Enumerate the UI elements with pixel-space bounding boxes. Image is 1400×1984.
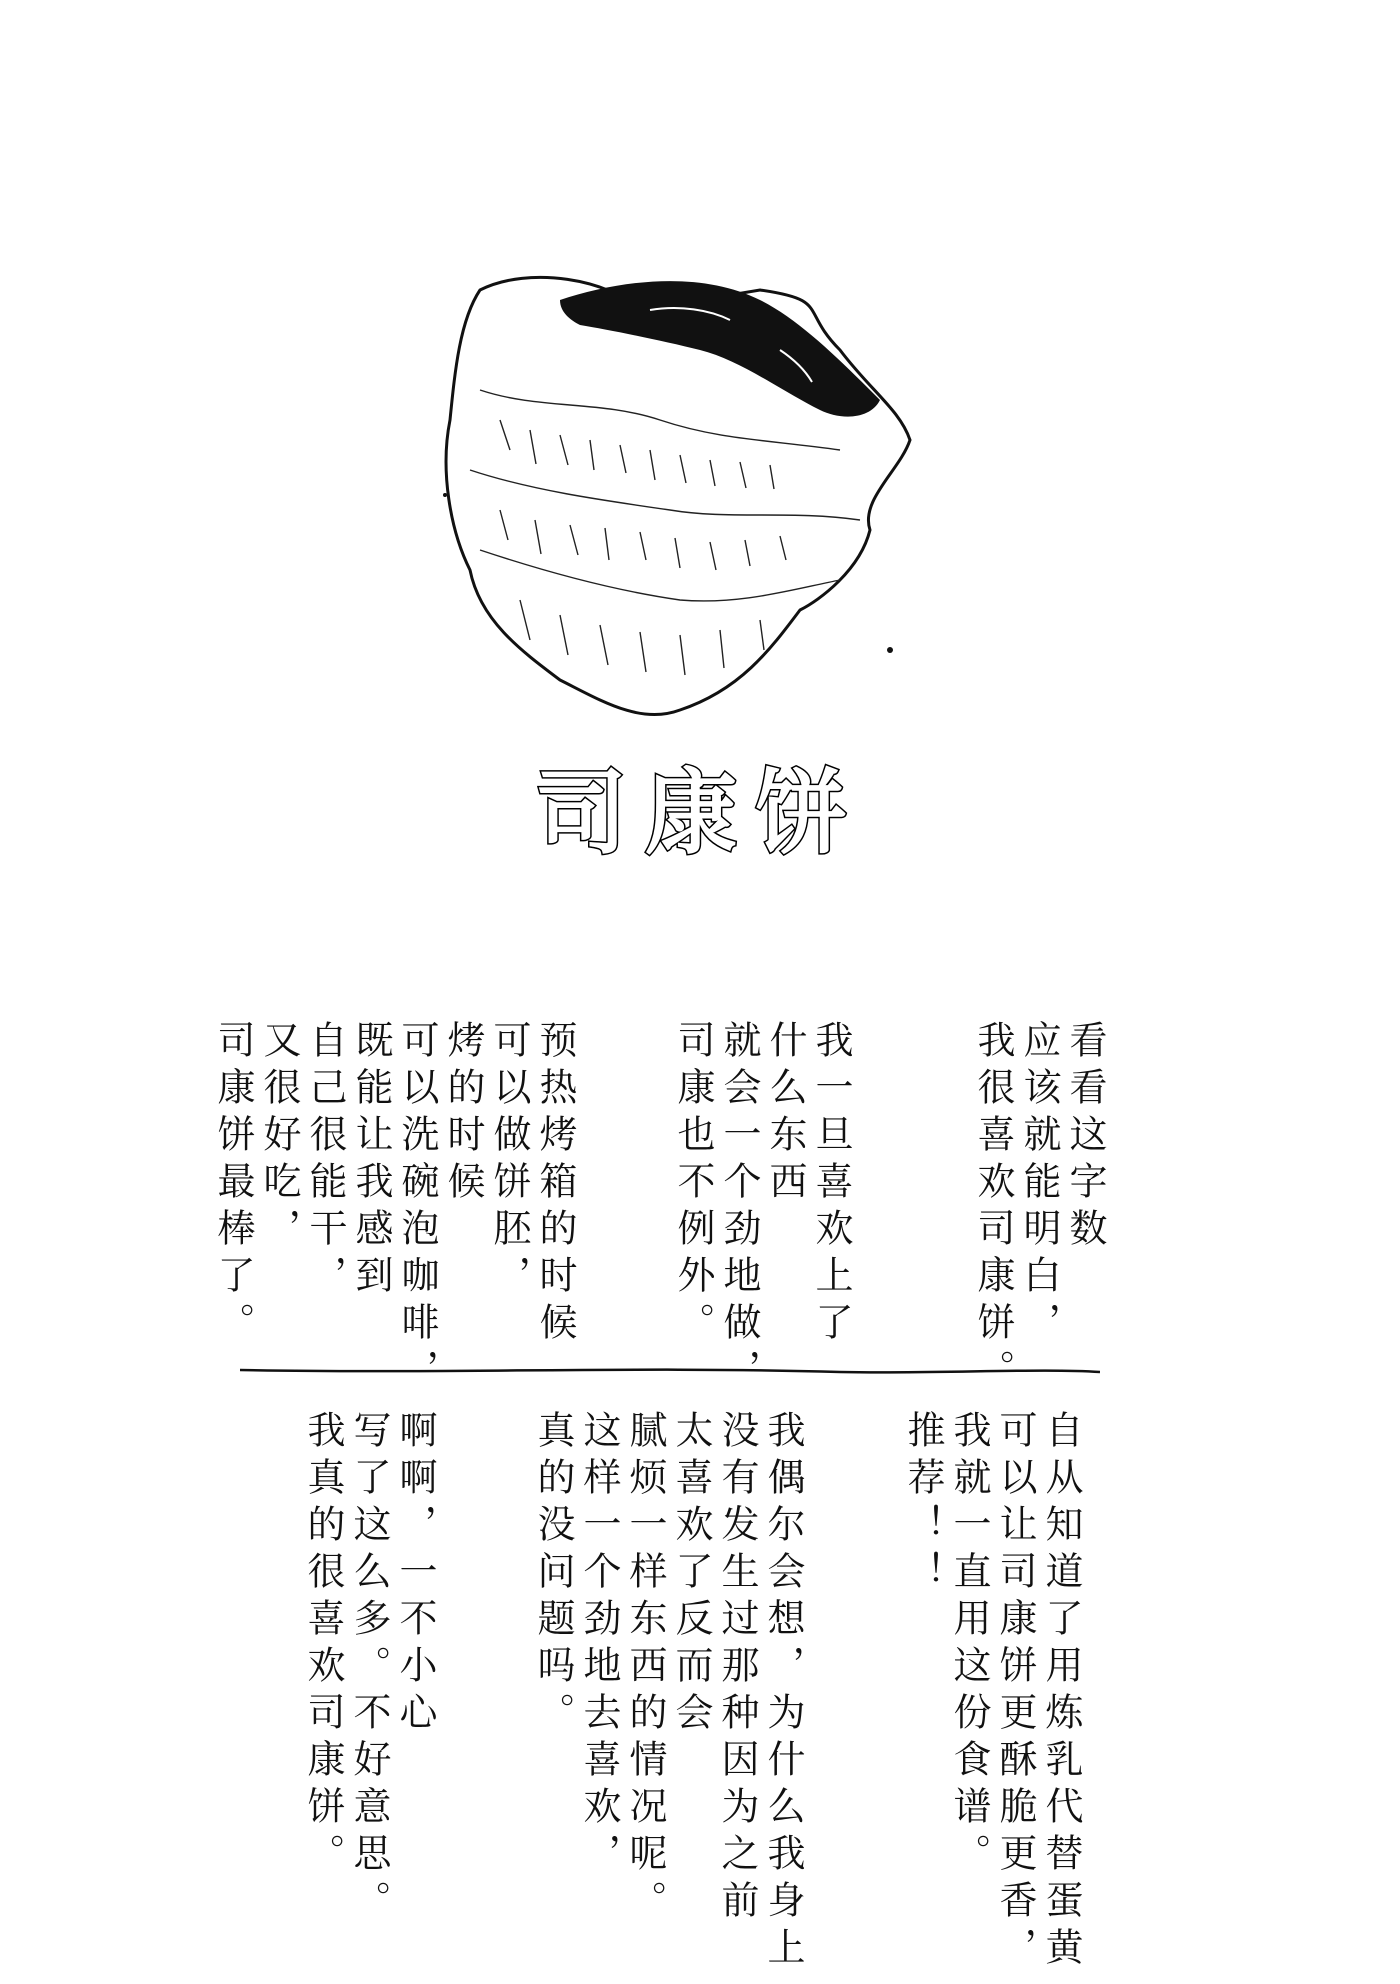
paragraph-bottom-1: 自从知道了用炼乳代替蛋黄 可以让司康饼更酥脆更香， 我就一直用这份食谱。 推荐！！ xyxy=(901,1410,1083,1974)
paragraph-top-3: 预热烤箱的时候 可以做饼胚， 烤的时候 可以洗碗泡咖啡， 既能让我感到 自己很能干， 又很好吃， 司康饼最棒了。 xyxy=(211,1020,577,1396)
paragraph-top-2: 我一旦喜欢上了 什么东西 就会一个劲地做， 司康也不例外。 xyxy=(671,1020,853,1396)
paragraph-bottom-3: 啊啊，一不小心 写了这么多。不好意思。 我真的很喜欢司康饼。 xyxy=(301,1410,437,1927)
section-divider xyxy=(240,1360,1100,1384)
scone-illustration xyxy=(440,270,1020,730)
page-title: 司康饼 xyxy=(534,760,865,867)
paragraph-bottom-2: 我偶尔会想，为什么我身上 没有发生过那种因为之前 太喜欢了反而会 腻烦一样东西的情况呢。 这样一个劲地去喜欢， 真的没问题吗。 xyxy=(531,1410,805,1974)
paragraph-top-1: 看看这字数 应该就能明白， 我很喜欢司康饼。 xyxy=(971,1020,1107,1396)
